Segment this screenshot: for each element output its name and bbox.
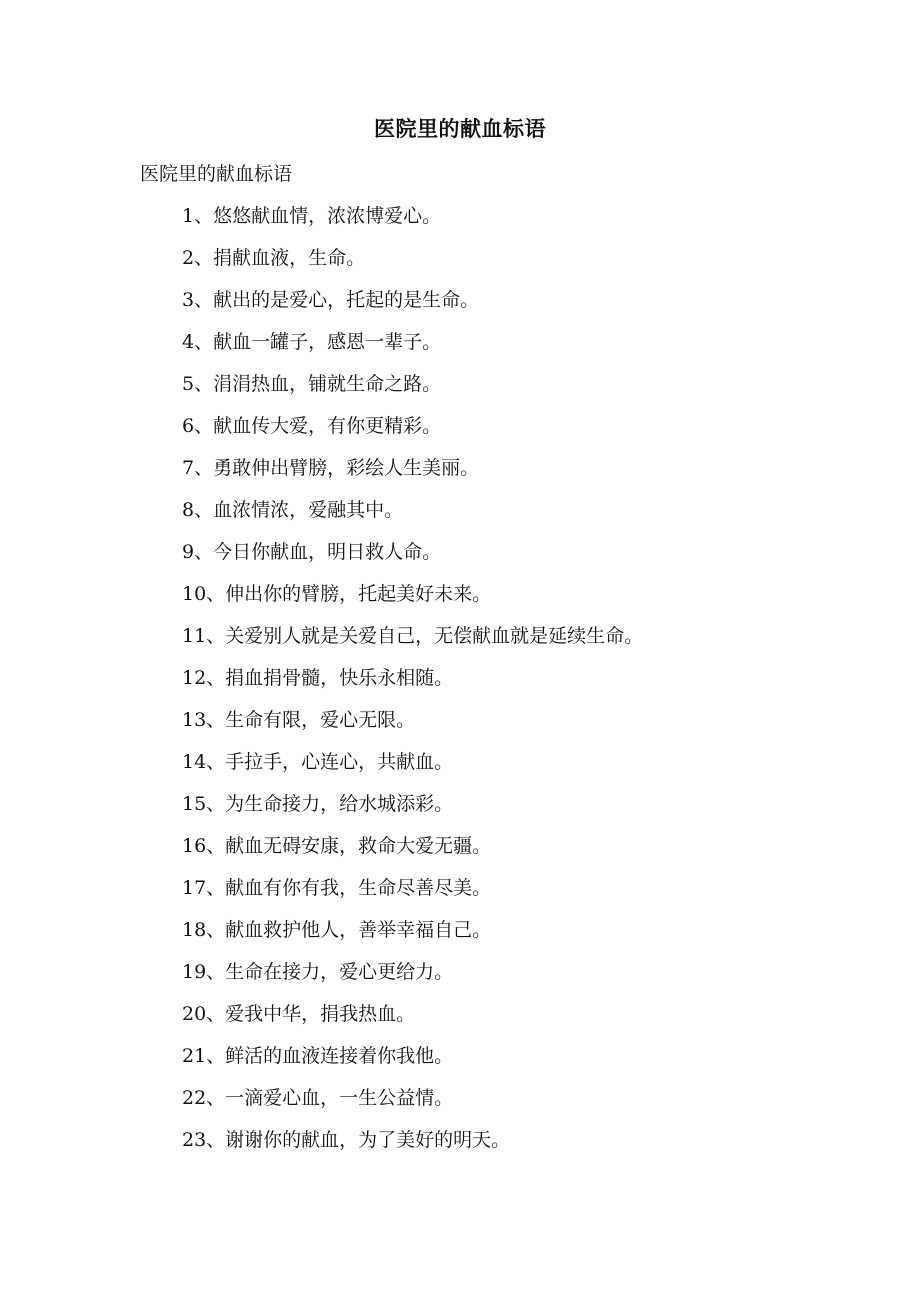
list-item: 18、献血救护他人，善举幸福自己。 xyxy=(182,919,492,941)
list-item: 2、捐献血液，生命。 xyxy=(182,247,366,269)
slogan-list xyxy=(182,200,643,1166)
list-item: 3、献出的是爱心，托起的是生命。 xyxy=(182,289,480,311)
list-item: 21、鲜活的血液连接着你我他。 xyxy=(182,1045,454,1067)
list-item: 22、一滴爱心血，一生公益情。 xyxy=(182,1087,454,1109)
list-item: 17、献血有你有我，生命尽善尽美。 xyxy=(182,877,492,899)
page-title: 医院里的献血标语 xyxy=(374,116,546,141)
list-item: 8、血浓情浓，爱融其中。 xyxy=(182,499,404,521)
list-item: 19、生命在接力，爱心更给力。 xyxy=(182,961,454,983)
list-item: 5、涓涓热血，铺就生命之路。 xyxy=(182,373,442,395)
list-item: 1、悠悠献血情，浓浓博爱心。 xyxy=(182,205,442,227)
list-item: 4、献血一罐子，感恩一辈子。 xyxy=(182,331,442,353)
list-item: 20、爱我中华，捐我热血。 xyxy=(182,1003,416,1025)
list-item: 23、谢谢你的献血，为了美好的明天。 xyxy=(182,1129,511,1151)
list-item: 14、手拉手，心连心，共献血。 xyxy=(182,751,454,773)
list-item: 6、献血传大爱，有你更精彩。 xyxy=(182,415,442,437)
list-item: 11、关爱别人就是关爱自己，无偿献血就是延续生命。 xyxy=(182,625,644,647)
list-item: 7、勇敢伸出臂膀，彩绘人生美丽。 xyxy=(182,457,480,479)
list-item: 13、生命有限，爱心无限。 xyxy=(182,709,416,731)
list-item: 15、为生命接力，给水城添彩。 xyxy=(182,793,454,815)
list-item: 16、献血无碍安康，救命大爱无疆。 xyxy=(182,835,492,857)
list-item: 12、捐血捐骨髓，快乐永相随。 xyxy=(182,667,454,689)
list-item: 9、今日你献血，明日救人命。 xyxy=(182,541,442,563)
list-item: 10、伸出你的臂膀，托起美好未来。 xyxy=(182,583,492,605)
section-heading: 医院里的献血标语 xyxy=(140,163,293,185)
